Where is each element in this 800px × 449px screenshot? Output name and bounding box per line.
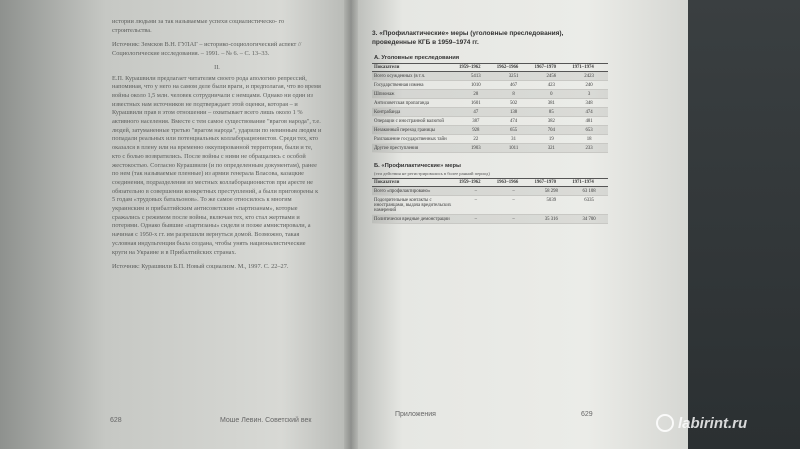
value-cell: 653	[570, 126, 608, 135]
value-cell: 467	[495, 81, 533, 90]
table-row	[372, 108, 608, 117]
book-gutter	[344, 0, 358, 449]
running-head-right: Приложения	[395, 411, 436, 418]
table-header-cell: 1959–1962	[457, 64, 495, 72]
row-label-cell: Государственная измена	[372, 81, 457, 90]
table-row	[372, 144, 608, 153]
page-number-right: 629	[581, 411, 593, 418]
row-label-cell: Операции с иностранной валютой	[372, 117, 457, 126]
value-cell: –	[457, 215, 495, 224]
table-a-block	[372, 55, 608, 153]
value-cell: 58 298	[532, 187, 570, 196]
row-label-cell: Другие преступления	[372, 144, 457, 153]
value-cell: 3251	[495, 72, 533, 81]
watermark-text: labirint.ru	[678, 415, 748, 432]
value-cell: 5039	[532, 196, 570, 215]
table-a-body	[372, 72, 608, 153]
value-cell: 928	[457, 126, 495, 135]
value-cell: 1903	[457, 144, 495, 153]
value-cell: –	[495, 196, 533, 215]
row-label-cell: Политически вредные демонстрации	[372, 215, 457, 224]
value-cell: 387	[457, 117, 495, 126]
row-label-cell: Шпионаж	[372, 90, 457, 99]
value-cell: –	[457, 196, 495, 215]
section-title: 3. «Профилактические» меры (уголовные преследования), проведенные КГБ в 1959–1974 гг.	[372, 30, 564, 46]
value-cell: 1011	[495, 144, 533, 153]
table-header-cell: 1971–1974	[570, 64, 608, 72]
value-cell: –	[457, 187, 495, 196]
table-header-cell: 1967–1970	[532, 64, 570, 72]
row-label-cell: Антисоветская пропаганда	[372, 99, 457, 108]
value-cell: 704	[532, 126, 570, 135]
body-paragraph: Е.П. Курашвили предлагает читателям своего рода апологию репрессий, напоминая, что у него на самом деле были враги, и предполагая, что во время войны около 1,5 млн. человек сотрудничали с немцами. Однако ни один из известных нам источников не подтверждает этой оценки, которая – и Курашвили прав в этом отношении – охватывает всего лишь около 1 % активного населения. Вместе с тем самое существование "врагов народа", т.е. людей, затуманенные третью "врагом народа", ударили по невинным людям и попадали реальных или потенциальных коллаборационистов. Среди тех, кто оказался в плену или на временно оккупированной территории, были и те, кто с болью возвратились. После войны с ними не обращались с особой жестокостью. Согласно Курашвили (и по определенным документам), ранее по нем (так называемые пленные) из армии генерала Власова, казацкие соединения, подразделения из местных коллаборационистов при аресте не обязательно в совершении конкретных преступлений, а были приговорены к 5 годам «трудовых батальонов». То же самое относилось к многим украинским и прибалтийским антисоветским «партизанам», которые сражались с режимом после войны, включая тех, кто стал жертвами и потерями. Однако бывшие «партизаны» сидели и позже амнистировали, а начиная с 1950-х гг. им разрешили вернуться домой. Возможно, такая условная индульгенция была создана, чтобы унять националистические круги на Украине и в Прибалтийских странах.	[112, 74, 322, 256]
running-head-left: Моше Левин. Советский век	[220, 417, 312, 424]
value-cell: 8	[495, 90, 533, 99]
row-label-cell: Всего осужденных (в т.ч.	[372, 72, 457, 81]
table-row	[372, 215, 608, 224]
table-row	[372, 117, 608, 126]
right-page-text	[372, 30, 608, 224]
table-header-cell: Показатели	[372, 179, 457, 187]
value-cell: 2423	[570, 72, 608, 81]
value-cell: 423	[532, 81, 570, 90]
value-cell: 348	[570, 99, 608, 108]
table-a	[372, 63, 608, 153]
value-cell: 1601	[457, 99, 495, 108]
value-cell: 3	[570, 90, 608, 99]
value-cell: 2456	[532, 72, 570, 81]
left-page-text	[112, 18, 322, 277]
row-label-cell: Всего «профилактировано»	[372, 187, 457, 196]
table-row	[372, 196, 608, 215]
value-cell: 138	[495, 108, 533, 117]
value-cell: 233	[570, 144, 608, 153]
labirint-logo-icon	[656, 414, 674, 432]
table-header-cell: 1959–1962	[457, 179, 495, 187]
intro-text: истории людьми за так называемые успехи социалистическо- го строительства.	[112, 18, 285, 34]
table-row	[372, 126, 608, 135]
value-cell: 31	[495, 135, 533, 144]
value-cell: 1010	[457, 81, 495, 90]
value-cell: 321	[532, 144, 570, 153]
value-cell: 474	[570, 108, 608, 117]
value-cell: 474	[495, 117, 533, 126]
table-row	[372, 187, 608, 196]
source-citation-1: Источник: Земсков В.Н. ГУЛАГ – историко-социологический аспект // Социологические исследования. – 1991. – № 6. – С. 13–33.	[112, 41, 302, 58]
table-header-cell: 1962–1966	[495, 64, 533, 72]
table-a-header-row	[372, 64, 608, 72]
value-cell: 22	[457, 135, 495, 144]
table-header-cell: 1967–1970	[532, 179, 570, 187]
row-label-cell: Подозрительные контакты с иностранцами, выдача вредительских намерений	[372, 196, 457, 215]
table-row	[372, 72, 608, 81]
value-cell: –	[495, 215, 533, 224]
table-header-cell: Показатели	[372, 64, 457, 72]
source-citation-2: Источник: Курашвили Б.П. Новый социализм. М., 1997. С. 22–27.	[112, 263, 289, 271]
row-label-cell: Контрабанда	[372, 108, 457, 117]
table-row	[372, 99, 608, 108]
value-cell: 47	[457, 108, 495, 117]
value-cell: 63 108	[570, 187, 608, 196]
watermark	[656, 414, 747, 432]
table-b	[372, 178, 608, 224]
value-cell: 5413	[457, 72, 495, 81]
value-cell: 34 700	[570, 215, 608, 224]
row-label-cell: Незаконный переход границы	[372, 126, 457, 135]
table-header-cell: 1971–1974	[570, 179, 608, 187]
value-cell: 28	[457, 90, 495, 99]
value-cell: –	[495, 187, 533, 196]
value-cell: 0	[532, 90, 570, 99]
value-cell: 382	[532, 117, 570, 126]
table-b-header-row	[372, 179, 608, 187]
value-cell: 481	[570, 117, 608, 126]
table-b-body	[372, 187, 608, 224]
table-row	[372, 81, 608, 90]
table-row	[372, 90, 608, 99]
value-cell: 35 316	[532, 215, 570, 224]
value-cell: 240	[570, 81, 608, 90]
page-number-left: 628	[110, 417, 122, 424]
section-number: II.	[214, 63, 220, 71]
table-b-block	[372, 163, 608, 224]
value-cell: 6335	[570, 196, 608, 215]
table-b-heading: Б. «Профилактические» меры	[374, 163, 461, 169]
row-label-cell: Разглашение государственных тайн	[372, 135, 457, 144]
value-cell: 381	[532, 99, 570, 108]
value-cell: 502	[495, 99, 533, 108]
table-row	[372, 135, 608, 144]
value-cell: 18	[570, 135, 608, 144]
table-a-heading: А. Уголовные преследования	[374, 55, 460, 61]
value-cell: 85	[532, 108, 570, 117]
table-header-cell: 1963–1966	[495, 179, 533, 187]
value-cell: 655	[495, 126, 533, 135]
table-b-subheading: (эти действия не регистрировались в более ранний период)	[374, 171, 490, 176]
value-cell: 19	[532, 135, 570, 144]
